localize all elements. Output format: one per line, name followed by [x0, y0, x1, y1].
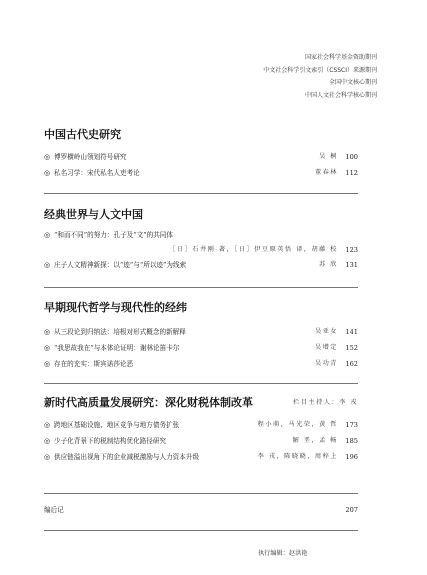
article-title: “和而不同”的努力：孔子及“文”的共同体	[54, 231, 173, 239]
section-divider	[44, 383, 358, 384]
section-fiscal-reform	[44, 395, 358, 465]
bullet-icon: ◎	[44, 169, 51, 177]
journal-info-line: 中国人文社会科学核心期刊	[304, 91, 377, 99]
page-number: 112	[345, 169, 358, 177]
section-title: 早期现代哲学与现代性的经纬	[44, 301, 187, 314]
bullet-icon: ◎	[44, 360, 51, 368]
section-classics	[44, 207, 358, 273]
page-number: 162	[345, 360, 358, 368]
article-title: 供应链溢出视角下的企业减税激励与人力资本升级	[54, 453, 200, 461]
page-number: 185	[345, 437, 358, 445]
toc-entry[interactable]	[44, 257, 358, 273]
journal-info-line: 国家社会科学基金资助期刊	[304, 54, 377, 61]
bullet-icon: ◎	[44, 261, 51, 269]
article-title: 私名习学：宋代私名人吏考论	[54, 169, 140, 177]
toc-entry-afterword[interactable]	[44, 502, 358, 518]
section-title: 中国古代史研究	[44, 128, 121, 141]
page-number: 173	[345, 421, 358, 429]
article-title: 博罗横岭山领划符号研究	[54, 153, 127, 161]
bullet-icon: ◎	[44, 453, 51, 461]
section-divider	[44, 193, 358, 194]
page-number: 123	[345, 246, 358, 254]
page-number: 131	[345, 261, 358, 269]
page-number: 152	[345, 344, 358, 352]
toc-entry[interactable]	[44, 165, 358, 181]
bullet-icon: ◎	[44, 437, 51, 445]
afterword	[44, 502, 358, 518]
article-title: 庄子人文精神新探：以“迹”与“所以迹”为线索	[54, 261, 187, 269]
toc-entry[interactable]	[44, 340, 358, 356]
article-author: 吴功青	[314, 360, 338, 367]
bullet-icon: ◎	[44, 231, 51, 239]
article-author: 解 垩，孟 畅	[292, 437, 338, 444]
article-title: 从三段论到归纳法：培根对形式概念的新解释	[54, 328, 186, 336]
section-title: 新时代高质量发展研究：深化财税体制改革	[44, 396, 253, 409]
toc-entry[interactable]	[44, 449, 358, 465]
article-author: ［日］石井刚 著，［日］伊豆原英悟 译，胡藤 校	[169, 246, 338, 253]
toc-entry[interactable]	[44, 324, 358, 340]
bullet-icon: ◎	[44, 421, 51, 429]
article-title: “我思故我在”与本体论证明：谢林论笛卡尔	[54, 344, 180, 352]
journal-info	[263, 52, 377, 102]
article-author: 吴 桐	[319, 153, 338, 160]
bullet-icon: ◎	[44, 153, 51, 161]
executive-editor: 执行编辑：赵洪艳	[258, 550, 308, 557]
section-philosophy	[44, 300, 358, 372]
article-author: 程小萌，马光荣，黄 哲	[257, 421, 338, 428]
page-number: 100	[345, 153, 358, 161]
toc-entry[interactable]	[44, 356, 358, 372]
toc-entry[interactable]	[44, 227, 358, 243]
toc-entry-continuation	[44, 243, 358, 257]
article-title: 少子化背景下的税制结构优化路径研究	[54, 437, 167, 445]
journal-info-line: 中文社会科学引文索引（CSSCI）来源期刊	[263, 66, 377, 74]
article-title: 存在的充实：斯宾诺莎论恶	[54, 360, 134, 368]
article-author: 吴亚女	[314, 328, 338, 335]
article-author: 吴增定	[314, 344, 338, 351]
journal-info-line: 全国中文核心期刊	[328, 79, 377, 86]
page-number: 207	[345, 506, 358, 514]
bullet-icon: ◎	[44, 328, 51, 336]
toc-entry[interactable]	[44, 149, 358, 165]
article-title: 跨地区基础设施、地区竞争与地方债务扩张	[54, 421, 180, 429]
bullet-icon: ◎	[44, 344, 51, 352]
page-number: 196	[345, 453, 358, 461]
section-divider	[44, 287, 358, 288]
afterword-title: 编后记	[44, 506, 64, 514]
section-divider	[44, 493, 358, 494]
toc-entry[interactable]	[44, 433, 358, 449]
column-host: 栏目主持人：李 戎	[293, 399, 358, 406]
article-author: 苏 欣	[319, 261, 338, 268]
section-divider	[44, 530, 358, 531]
article-author: 董春林	[314, 169, 338, 176]
section-ancient-history	[44, 127, 358, 181]
section-title: 经典世界与人文中国	[44, 208, 143, 221]
page-number: 141	[345, 328, 358, 336]
toc-entry[interactable]	[44, 417, 358, 433]
article-author: 李 戎，陈晓晓，周梓上	[257, 453, 338, 460]
